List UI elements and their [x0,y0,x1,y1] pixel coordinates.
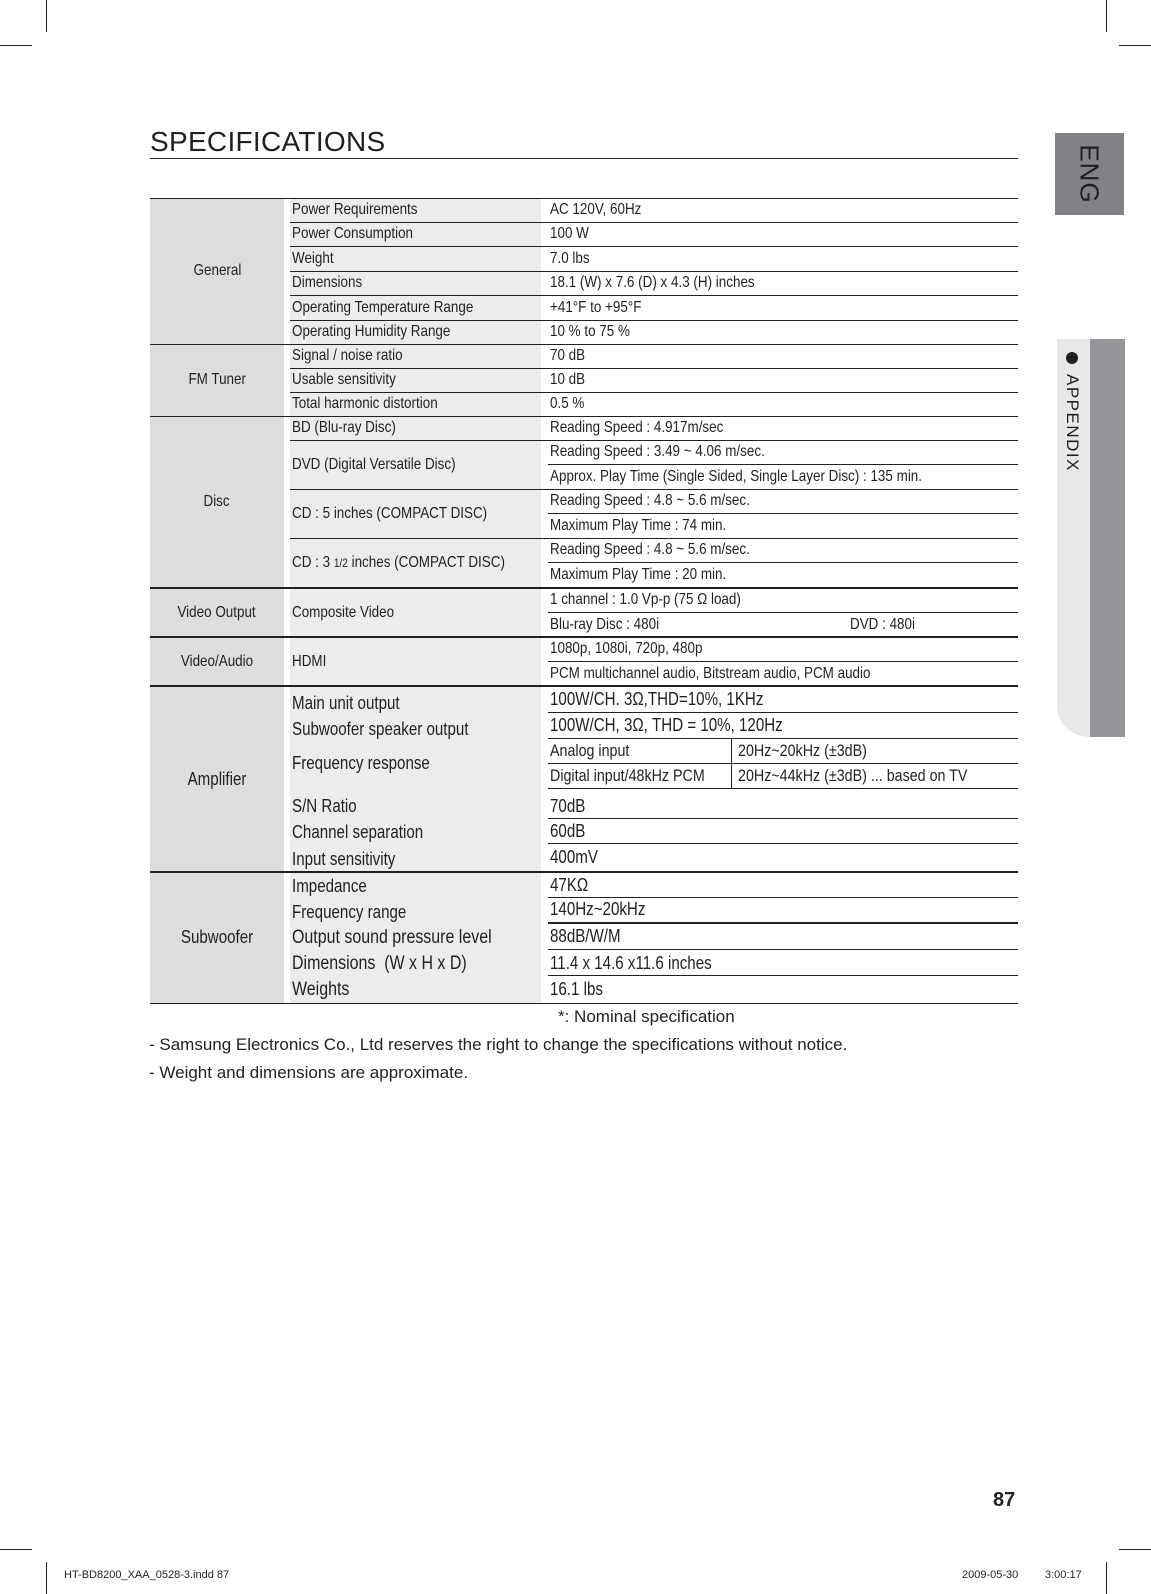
category-disc: Disc [150,416,284,588]
footer-file: HT-BD8200_XAA_0528-3.indd 87 [64,1569,230,1581]
title-rule [150,158,1018,159]
table-rule [150,685,1018,687]
table-rule [548,513,1018,514]
spec-label: Power Requirements [292,201,418,218]
table-rule [290,489,1018,490]
table-rule [290,440,1018,441]
table-rule [548,464,1018,465]
table-rule [290,320,1018,321]
spec-value: Reading Speed : 4.917m/sec [550,419,724,436]
spec-value: 100W/CH, 3Ω, THD = 10%, 120Hz [550,714,783,735]
spec-label: Weight [292,250,334,267]
spec-value: 11.4 x 14.6 x11.6 inches [550,952,712,973]
spec-label: Input sensitivity [292,849,396,869]
page-title: SPECIFICATIONS [150,126,386,157]
table-rule [548,612,1018,613]
spec-value: Maximum Play Time : 20 min. [550,566,727,583]
spec-value: 0.5 % [550,395,585,412]
table-rule [290,538,1018,539]
crop-mark [0,45,32,46]
table-rule [150,416,1018,417]
spec-label: HDMI [292,652,327,670]
crop-mark [1119,45,1151,46]
spec-label: Total harmonic distortion [292,395,438,412]
table-rule [150,1003,1018,1004]
spec-label: Dimensions [292,274,363,291]
spec-label: BD (Blu-ray Disc) [292,419,396,436]
table-rule [548,788,1018,789]
table-rule [150,636,1018,638]
spec-value: PCM multichannel audio, Bitstream audio, PCM audio [550,665,871,682]
crop-mark [0,1549,32,1550]
spec-value: Approx. Play Time (Single Sided, Single Layer Disc) : 135 min. [550,468,923,485]
table-rule [290,392,1018,393]
table-rule [548,763,1018,764]
footer-time: 3:00:17 [1045,1569,1082,1581]
table-rule [290,222,1018,223]
freq-range: 20Hz~20kHz (±3dB) [738,740,867,760]
table-rule [548,562,1018,563]
spec-value: 10 dB [550,371,586,388]
table-rule [731,738,732,788]
spec-label: Power Consumption [292,225,414,242]
spec-value: Maximum Play Time : 74 min. [550,517,727,534]
spec-value: 7.0 lbs [550,250,590,267]
spec-value: Reading Speed : 4.8 ~ 5.6 m/sec. [550,541,750,558]
table-rule [548,949,1018,950]
spec-value: 60dB [550,820,586,841]
spec-value: 70dB [550,795,586,816]
spec-label: Impedance [292,876,367,896]
fraction: 1/2 [333,556,348,570]
spec-label: Operating Humidity Range [292,323,451,340]
crop-mark [1106,0,1107,32]
spec-value: 16.1 lbs [550,978,603,999]
crop-mark [46,0,47,32]
freq-input: Digital input/48kHz PCM [550,765,705,785]
spec-value: Reading Speed : 4.8 ~ 5.6 m/sec. [550,492,750,509]
spec-value: 47KΩ [550,875,589,895]
table-rule [548,975,1018,976]
freq-input: Analog input [550,740,630,760]
section-tab-strip [1090,339,1125,737]
category-fm-tuner: FM Tuner [150,344,284,416]
spec-value: 100 W [550,225,589,242]
spec-value: 88dB/W/M [550,925,621,946]
table-rule [150,344,1018,345]
spec-label: DVD (Digital Versatile Disc) [292,455,456,473]
table-rule [548,661,1018,662]
spec-value: DVD : 480i [850,616,915,633]
spec-value: 400mV [550,847,598,867]
table-rule [290,295,1018,296]
category-video-output: Video Output [150,588,284,637]
bullet-icon [1066,352,1078,364]
table-rule [150,587,1018,589]
disclaimer-note: - Samsung Electronics Co., Ltd reserves the right to change the specifications without notice. [149,1035,848,1054]
spec-value: 1080p, 1080i, 720p, 480p [550,640,703,657]
spec-label: CD : 3 1/2 inches (COMPACT DISC) [292,554,505,571]
crop-mark [1106,1562,1107,1594]
table-rule [548,712,1018,713]
table-rule [548,843,1018,844]
spec-label: Channel separation [292,821,424,842]
spec-label: Frequency response [292,752,430,773]
category-video-audio: Video/Audio [150,637,284,686]
spec-value: AC 120V, 60Hz [550,201,642,218]
crop-mark [46,1562,47,1594]
language-tab-label: ENG [1074,144,1105,204]
nominal-note: *: Nominal specification [558,1007,735,1026]
spec-label: Weights [292,979,350,1000]
footer-date: 2009-05-30 [962,1569,1019,1581]
spec-value: Reading Speed : 3.49 ~ 4.06 m/sec. [550,443,765,460]
spec-label: CD : 5 inches (COMPACT DISC) [292,504,488,522]
table-rule [150,198,1018,199]
spec-label: Frequency range [292,901,407,922]
table-rule [548,738,1018,739]
spec-value: 70 dB [550,347,586,364]
spec-label: Composite Video [292,603,395,621]
spec-value: 100W/CH. 3Ω,THD=10%, 1KHz [550,688,764,709]
spec-label: S/N Ratio [292,795,357,816]
spec-label: Main unit output [292,692,400,713]
table-rule [290,271,1018,272]
page-number: 87 [993,1489,1016,1511]
spec-value: 18.1 (W) x 7.6 (D) x 4.3 (H) inches [550,274,755,291]
spec-value: 1 channel : 1.0 Vp-p (75 Ω load) [550,591,741,608]
section-tab-label: APPENDIX [1063,374,1082,472]
table-rule [548,818,1018,819]
spec-label: Subwoofer speaker output [292,718,469,739]
spec-value: +41°F to +95°F [550,299,642,316]
spec-label: Dimensions (W x H x D) [292,953,467,974]
spec-label: Signal / noise ratio [292,347,403,364]
table-rule [548,897,1018,898]
spec-label: Output sound pressure level [292,927,492,948]
spec-label: Usable sensitivity [292,371,396,388]
spec-value: 10 % to 75 % [550,323,630,340]
spec-label: Operating Temperature Range [292,299,474,316]
crop-mark [1119,1549,1151,1550]
approximate-note: - Weight and dimensions are approximate. [149,1063,469,1082]
category-amplifier: Amplifier [150,686,284,872]
table-rule [290,246,1018,247]
freq-range: 20Hz~44kHz (±3dB) ... based on TV [738,765,968,785]
table-rule [150,871,1018,873]
category-subwoofer: Subwoofer [150,872,284,1003]
category-general: General [150,198,284,344]
spec-value: Blu-ray Disc : 480i [550,616,660,633]
spec-value: 140Hz~20kHz [550,899,646,919]
table-rule [548,922,1018,924]
table-rule [290,368,1018,369]
